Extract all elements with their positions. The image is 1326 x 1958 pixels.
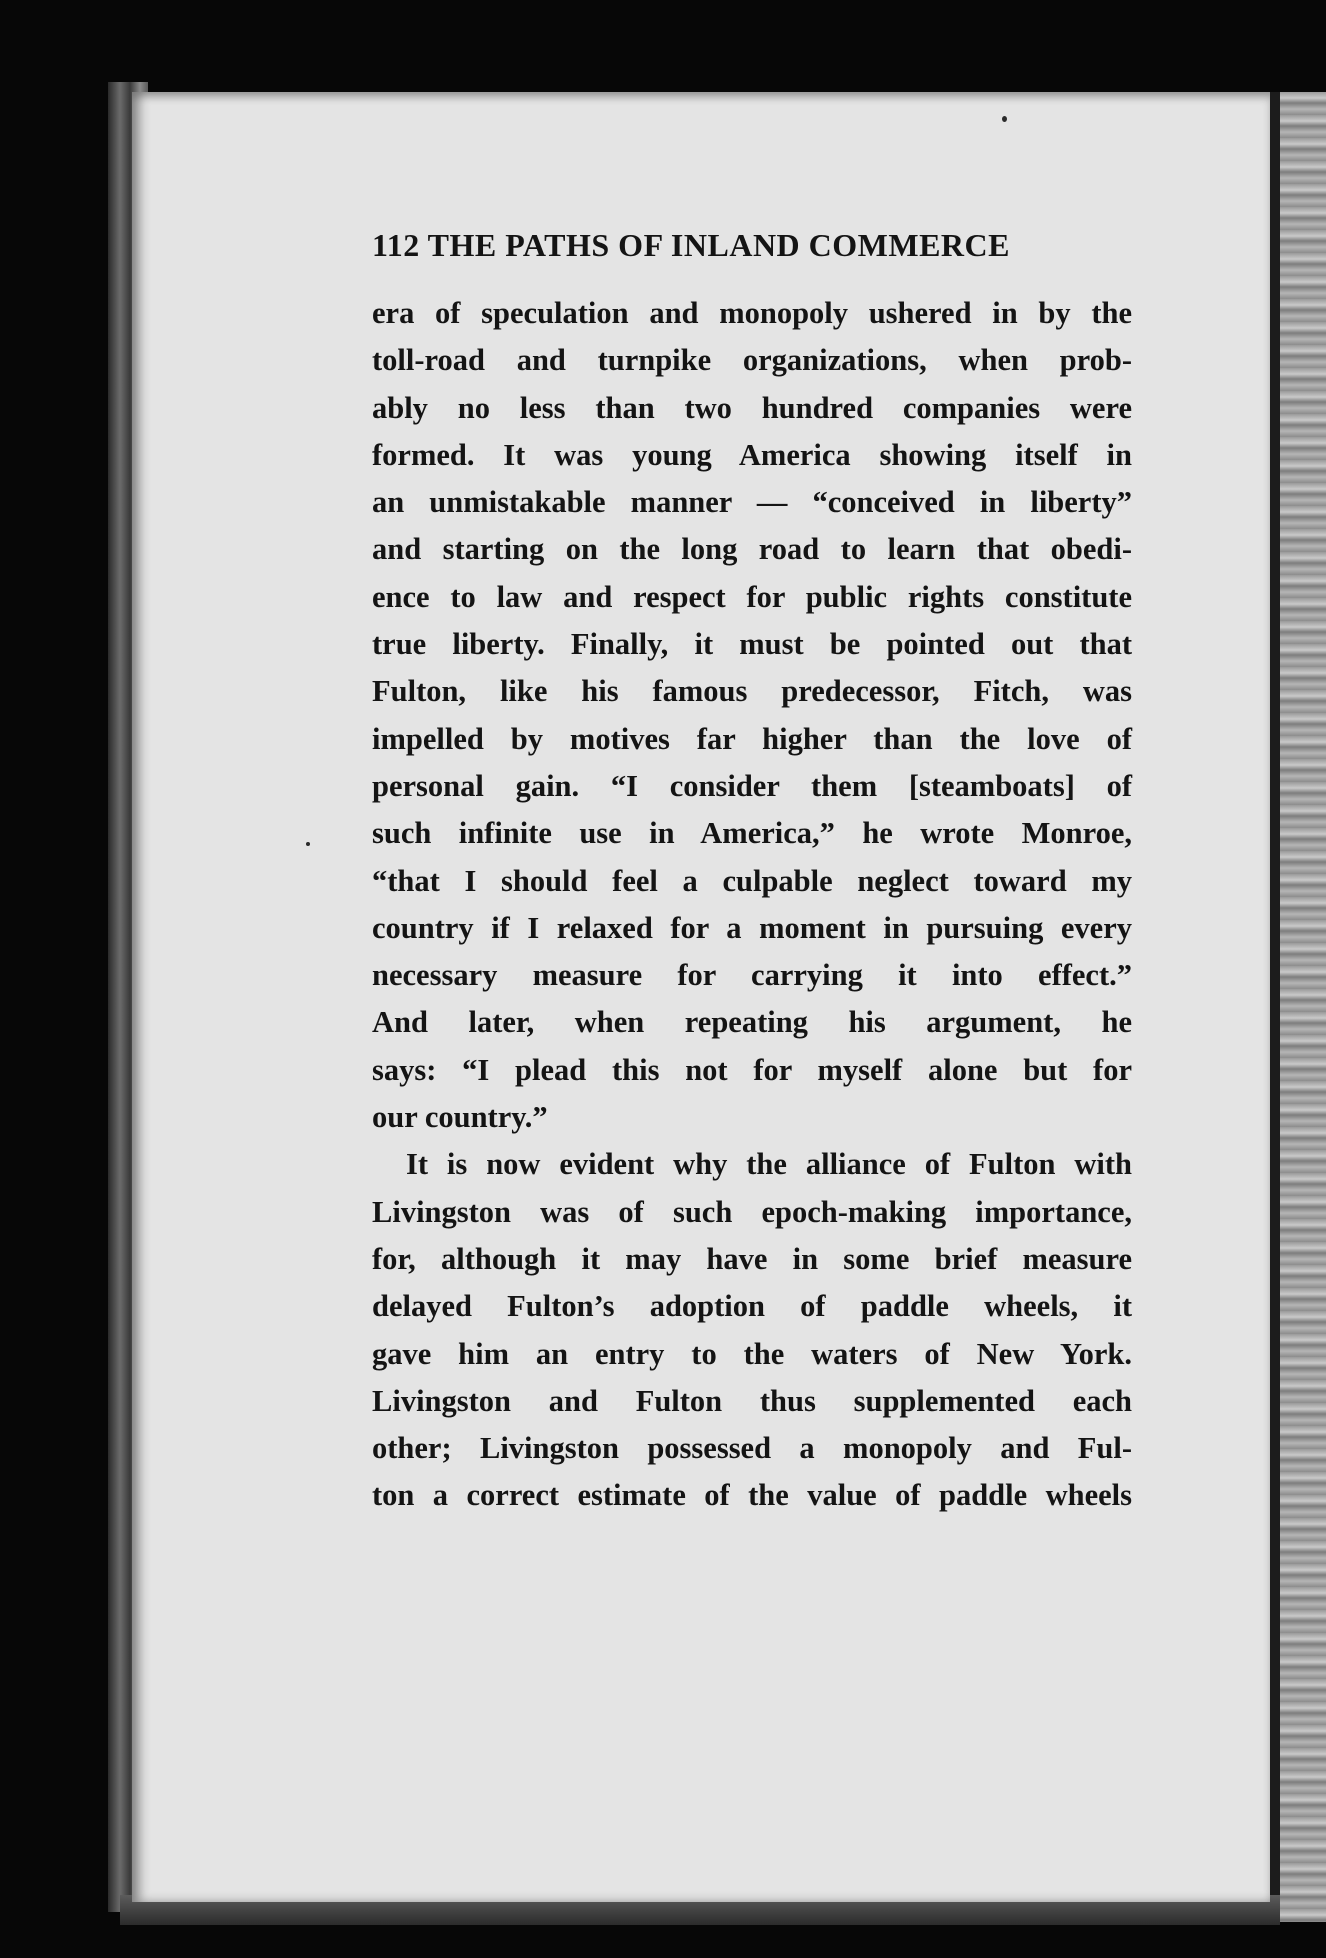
paragraph-1 — [372, 290, 1132, 1141]
page-edge-right — [1270, 92, 1326, 1922]
text-line: impelled by motives far higher than the love of — [372, 721, 1132, 756]
text-line: And later, when repeating his argument, he — [372, 1005, 1132, 1040]
text-line: our country.” — [372, 1100, 548, 1135]
text-line: formed. It was young America showing itself in — [372, 437, 1132, 472]
text-line: personal gain. “I consider them [steamboats] of — [372, 768, 1132, 803]
text-line: delayed Fulton’s adoption of paddle wheels, it — [372, 1289, 1132, 1324]
text-line: “that I should feel a culpable neglect toward my — [372, 863, 1132, 898]
running-head: 112 THE PATHS OF INLAND COMMERCE — [372, 227, 1010, 263]
dust-speck — [306, 842, 310, 846]
text-line: ton a correct estimate of the value of paddle wheels — [372, 1478, 1132, 1513]
text-line: It is now evident why the alliance of Fulton with — [406, 1147, 1132, 1182]
text-line: Livingston was of such epoch-making importance, — [372, 1194, 1132, 1229]
text-line: true liberty. Finally, it must be pointed out that — [372, 627, 1132, 662]
text-line: and starting on the long road to learn that obedi- — [372, 532, 1132, 567]
text-line: toll-road and turnpike organizations, when prob- — [372, 343, 1132, 378]
text-line: other; Livingston possessed a monopoly and Ful- — [372, 1431, 1132, 1466]
paragraph-2 — [372, 1141, 1132, 1519]
text-line: Livingston and Fulton thus supplemented each — [372, 1383, 1132, 1418]
text-line: necessary measure for carrying it into effect.” — [372, 958, 1132, 993]
text-line: ence to law and respect for public rights constitute — [372, 579, 1132, 614]
text-line: says: “I plead this not for myself alone but for — [372, 1052, 1132, 1087]
text-line: gave him an entry to the waters of New York. — [372, 1336, 1132, 1371]
text-line: an unmistakable manner — “conceived in liberty” — [372, 485, 1132, 520]
text-line: ably no less than two hundred companies were — [372, 390, 1132, 425]
text-line: for, although it may have in some brief measure — [372, 1241, 1132, 1276]
book-page — [132, 92, 1270, 1902]
dust-speck — [1002, 116, 1007, 122]
text-line: Fulton, like his famous predecessor, Fitch, was — [372, 674, 1132, 709]
text-line: such infinite use in America,” he wrote Monroe, — [372, 816, 1132, 851]
body-text — [372, 290, 1132, 1520]
text-line: era of speculation and monopoly ushered in by the — [372, 296, 1132, 330]
text-line: country if I relaxed for a moment in pursuing every — [372, 910, 1132, 945]
